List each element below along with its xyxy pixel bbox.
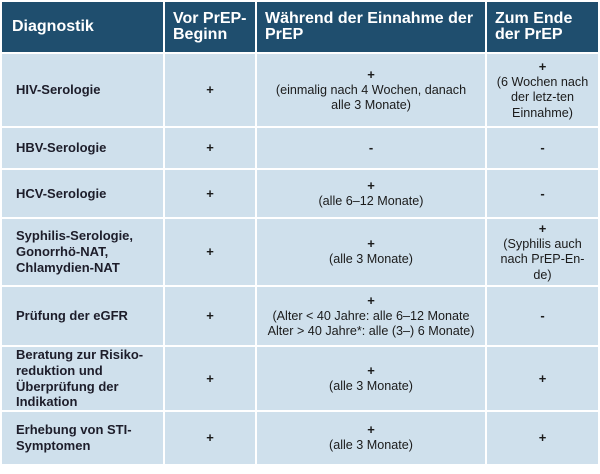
waehrend-stack	[329, 236, 413, 267]
ende-value	[487, 54, 598, 128]
vor-sign: +	[206, 244, 214, 260]
waehrend-value	[257, 412, 487, 464]
table-row	[2, 287, 598, 347]
vor-sign: +	[206, 308, 214, 324]
row-label: Prüfung der eGFR	[2, 287, 165, 347]
waehrend-note: (Alter < 40 Jahre: alle 6–12 Monate Alter > 40 Jahre*: alle (3–) 6 Monate)	[267, 308, 475, 338]
table-row	[2, 128, 598, 170]
waehrend-sign: -	[368, 140, 374, 156]
header-diagnostik: Diagnostik	[2, 2, 165, 54]
row-label: Syphilis-Serologie, Gonorrhö-NAT, Chlamydien-NAT	[2, 219, 165, 287]
waehrend-stack	[318, 178, 423, 209]
header-vor-prep-beginn: Vor PrEP-Beginn	[165, 2, 257, 54]
waehrend-stack	[329, 363, 413, 394]
table-header-row	[2, 2, 598, 54]
waehrend-sign: +	[367, 66, 375, 82]
vor-sign: +	[206, 185, 214, 201]
table-row	[2, 219, 598, 287]
ende-sign: +	[538, 221, 547, 237]
waehrend-value	[257, 54, 487, 128]
table-row	[2, 347, 598, 412]
row-label: HBV-Serologie	[2, 128, 165, 170]
vor-sign: +	[206, 430, 214, 446]
ende-value	[487, 347, 598, 412]
waehrend-value	[257, 128, 487, 170]
ende-note: (Syphilis auch nach PrEP-En-de)	[500, 236, 585, 282]
header-zum-ende: Zum Ende der PrEP	[487, 2, 598, 54]
vor-sign: +	[206, 140, 214, 156]
waehrend-value	[257, 170, 487, 219]
waehrend-value	[257, 287, 487, 347]
waehrend-note: (einmalig nach 4 Wochen, danach alle 3 Monate)	[275, 82, 467, 112]
row-label: HIV-Serologie	[2, 54, 165, 128]
vor-value	[165, 54, 257, 128]
waehrend-note: (alle 3 Monate)	[329, 378, 413, 393]
table-row	[2, 170, 598, 219]
header-waehrend-einnahme: Während der Einnahme der PrEP	[257, 2, 487, 54]
waehrend-sign: +	[367, 422, 375, 438]
waehrend-note: (alle 6–12 Monate)	[318, 193, 424, 208]
ende-stack	[494, 59, 592, 121]
table-row	[2, 412, 598, 464]
ende-value	[487, 170, 598, 219]
ende-sign: -	[540, 185, 545, 201]
waehrend-sign: +	[367, 292, 375, 308]
ende-stack	[494, 221, 592, 283]
waehrend-note: (alle 3 Monate)	[329, 438, 413, 453]
diagnostics-table	[2, 2, 598, 464]
waehrend-value	[257, 219, 487, 287]
ende-value	[487, 287, 598, 347]
vor-value	[165, 128, 257, 170]
ende-value	[487, 219, 598, 287]
vor-value	[165, 347, 257, 412]
vor-sign: +	[206, 370, 214, 386]
table-row	[2, 54, 598, 128]
waehrend-sign: +	[367, 236, 375, 252]
row-label: Erhebung von STI-Symptomen	[2, 412, 165, 464]
ende-sign: +	[538, 370, 547, 386]
ende-sign: -	[540, 140, 545, 156]
ende-sign: +	[538, 59, 547, 75]
vor-value	[165, 170, 257, 219]
ende-sign: -	[540, 308, 545, 324]
vor-value	[165, 412, 257, 464]
waehrend-note: (alle 3 Monate)	[329, 252, 413, 267]
row-label: Beratung zur Risiko-reduktion und Überprüfung der Indikation	[2, 347, 165, 412]
ende-value	[487, 412, 598, 464]
vor-value	[165, 287, 257, 347]
waehrend-stack	[275, 67, 467, 114]
vor-sign: +	[206, 82, 214, 98]
waehrend-sign: +	[367, 362, 375, 378]
waehrend-stack	[262, 293, 480, 340]
ende-value	[487, 128, 598, 170]
waehrend-stack	[329, 422, 413, 453]
waehrend-value	[257, 347, 487, 412]
row-label: HCV-Serologie	[2, 170, 165, 219]
ende-note: (6 Wochen nach der letz-ten Einnahme)	[496, 74, 589, 120]
vor-value	[165, 219, 257, 287]
ende-sign: +	[538, 430, 547, 446]
waehrend-sign: +	[367, 177, 375, 193]
